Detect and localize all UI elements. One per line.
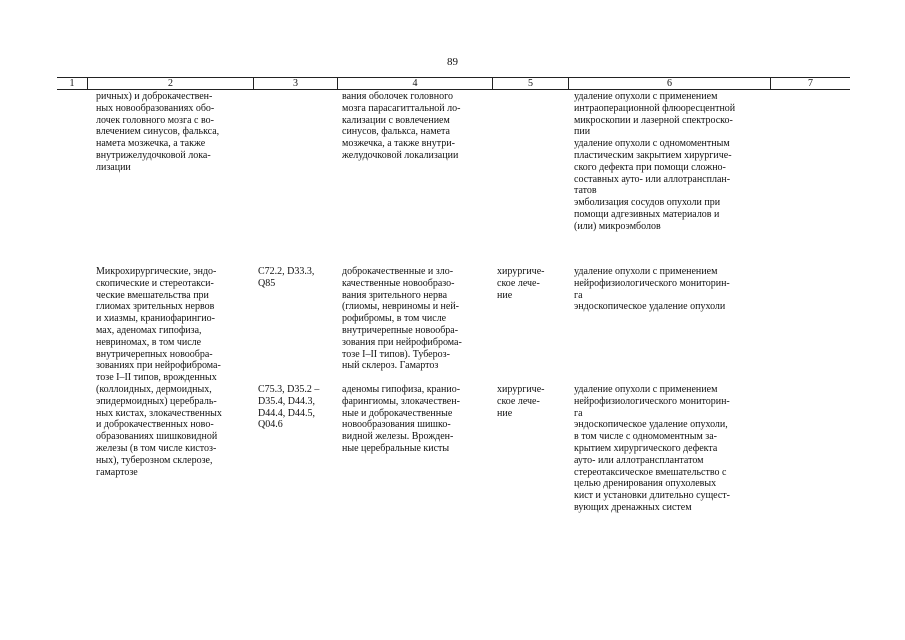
row1-method-text: ричных) и доброкачествен- ных новообразованиях обо- лочек головного мозга с во- влечением синусов, фалькса, намета мозжечка, а также внутрижелудочковой лока- лизации (96, 91, 220, 173)
row2-treatment-type: хирургиче- ское лече- ние (497, 266, 545, 301)
row2-model-text: доброкачественные и зло- качественные новообразо- вания зрительного нерва (глиомы, невриномы и ней- рофибромы, в том числе внутричерепные новообра- зования при нейрофиброма- тозе I–II типов). Туберoз- ный склероз. Гамартоз (342, 266, 462, 372)
column-header-3: 3 (293, 78, 298, 89)
row2-method-text: Микрохирургические, эндо- скопические и стереотакси- ческие вмешательства при глиомах зрительных нервов и хиазмы, краниофарингио- мах, аденомах гипофиза, невриномах, в том числе внутричерепных новообра- зованиях при нейрофиброма- тозе I–II типов, врожденных (коллоидных, дермоидных, эпидермоидных) церебраль- ных кистах, злокачественных и доброкачественных ново- образованиях шишковидной железы (в том числе кистоз- ных), туберозном склерозе, гамартозе (96, 266, 222, 478)
column-header-6: 6 (667, 78, 672, 89)
column-header-7: 7 (808, 78, 813, 89)
column-header-2: 2 (168, 78, 173, 89)
row3-icd-codes: C75.3, D35.2 – D35.4, D44.3, D44.4, D44.5, Q04.6 (258, 384, 320, 431)
column-header-1: 1 (69, 78, 75, 89)
column-header-5: 5 (528, 78, 533, 89)
page-number: 89 (447, 56, 458, 68)
row3-treatment-methods: удаление опухоли с применением нейрофизиологического мониторин- га эндоскопическое удаление опухоли, в том числе с одномоментным за- крытием хирургического дефекта ауто- или аллотрансплантатом стереотаксическое вмешательство с целью дренирования опухолевых кист и установки длительно сущест- вующих дренажных систем (574, 384, 730, 513)
row2-treatment-methods: удаление опухоли с применением нейрофизиологического мониторин- га эндоскопическое удаление опухоли (574, 266, 730, 313)
column-header-4: 4 (412, 78, 418, 89)
header-bottom-rule (57, 89, 850, 90)
row2-icd-codes: C72.2, D33.3, Q85 (258, 266, 315, 289)
row1-model-text: вания оболочек головного мозга парасагиттальной ло- кализации с вовлечением синусов, фалькса, намета мозжечка, а также внутри- желудочковой локализации (342, 91, 461, 161)
row3-treatment-type: хирургиче- ское лече- ние (497, 384, 545, 419)
row1-treatment-methods: удаление опухоли с применением интраоперационной флюоресцентной микроскопии и лазерной спектроско- пии удаление опухоли с одномоментным пластическим закрытием хирургиче- ского дефекта при помощи сложно- составных ауто- или аллотрансплан- татов эмболизация сосудов опухоли при помощи адгезивных материалов и (или) микроэмболов (574, 91, 736, 232)
row3-model-text: аденомы гипофиза, кранио- фарингиомы, злокачествен- ные и доброкачественные новообразования шишко- видной железы. Врожден- ные церебральные кисты (342, 384, 461, 454)
